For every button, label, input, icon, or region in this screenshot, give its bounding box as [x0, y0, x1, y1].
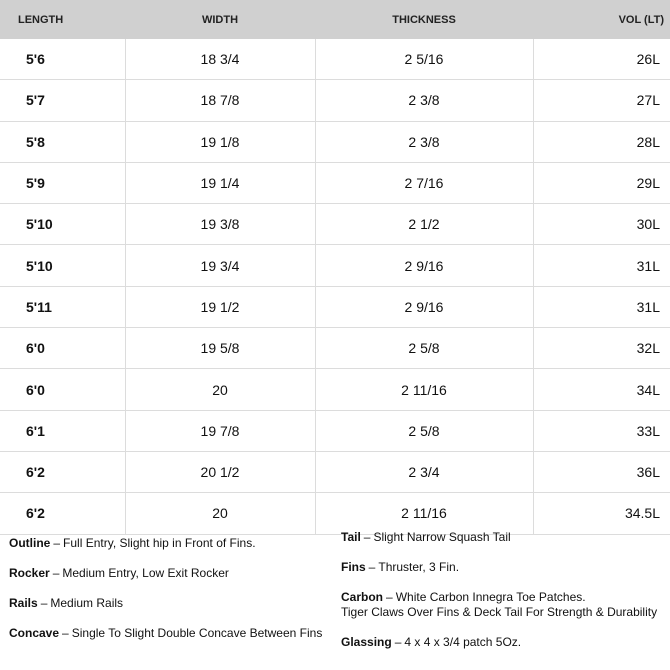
cell-thickness: 2 9/16 [315, 245, 533, 286]
spec-key: Fins [341, 560, 366, 574]
cell-volume: 31L [533, 286, 670, 327]
header-volume: VOL (LT) [533, 0, 670, 39]
cell-width: 20 1/2 [125, 451, 315, 492]
cell-length: 6'2 [0, 451, 125, 492]
table-row [0, 451, 670, 492]
cell-volume: 34L [533, 369, 670, 410]
spec-value-line2: Tiger Claws Over Fins & Deck Tail For Strength & Durability [341, 605, 658, 619]
cell-width: 19 1/2 [125, 286, 315, 327]
header-length: LENGTH [0, 0, 125, 39]
cell-width: 19 5/8 [125, 328, 315, 369]
cell-volume: 32L [533, 328, 670, 369]
spec-value: Medium Rails [50, 596, 124, 610]
cell-length: 5'10 [0, 204, 125, 245]
cell-volume: 30L [533, 204, 670, 245]
cell-thickness: 2 11/16 [315, 493, 533, 534]
spec-tail: Tail – Slight Narrow Squash Tail [341, 530, 511, 544]
spec-glassing: Glassing – 4 x 4 x 3/4 patch 5Oz. [341, 635, 522, 649]
cell-length: 5'11 [0, 286, 125, 327]
header-width: WIDTH [125, 0, 315, 39]
cell-length: 6'1 [0, 410, 125, 451]
cell-thickness: 2 7/16 [315, 162, 533, 203]
cell-thickness: 2 5/8 [315, 410, 533, 451]
cell-volume: 34.5L [533, 493, 670, 534]
table-row [0, 328, 670, 369]
spec-fins: Fins – Thruster, 3 Fin. [341, 560, 460, 574]
table-row [0, 369, 670, 410]
specs-right-column [341, 530, 670, 665]
spec-value: White Carbon Innegra Toe Patches. [395, 590, 586, 604]
cell-thickness: 2 1/2 [315, 204, 533, 245]
spec-value: Single To Slight Double Concave Between Fins [71, 626, 323, 640]
header-thickness: THICKNESS [315, 0, 533, 39]
cell-thickness: 2 3/8 [315, 80, 533, 121]
spec-rocker: Rocker – Medium Entry, Low Exit Rocker [9, 566, 229, 580]
cell-volume: 28L [533, 121, 670, 162]
cell-volume: 33L [533, 410, 670, 451]
table-row [0, 121, 670, 162]
spec-rails: Rails – Medium Rails [9, 596, 124, 610]
table-row [0, 39, 670, 80]
cell-thickness: 2 9/16 [315, 286, 533, 327]
cell-length: 5'9 [0, 162, 125, 203]
cell-length: 5'7 [0, 80, 125, 121]
cell-thickness: 2 5/8 [315, 328, 533, 369]
spec-key: Outline [9, 536, 51, 550]
spec-value: Full Entry, Slight hip in Front of Fins. [63, 536, 256, 550]
cell-width: 19 3/4 [125, 245, 315, 286]
cell-length: 5'10 [0, 245, 125, 286]
table-row [0, 245, 670, 286]
spec-key: Glassing [341, 635, 392, 649]
cell-volume: 36L [533, 451, 670, 492]
table-row [0, 80, 670, 121]
spec-value: Medium Entry, Low Exit Rocker [62, 566, 229, 580]
cell-length: 6'2 [0, 493, 125, 534]
cell-width: 19 1/4 [125, 162, 315, 203]
spec-key: Rails [9, 596, 38, 610]
cell-volume: 29L [533, 162, 670, 203]
cell-thickness: 2 11/16 [315, 369, 533, 410]
cell-width: 18 7/8 [125, 80, 315, 121]
spec-key: Tail [341, 530, 361, 544]
cell-length: 6'0 [0, 369, 125, 410]
cell-width: 19 7/8 [125, 410, 315, 451]
table-header-row [0, 0, 670, 39]
specs-left-column [9, 536, 339, 656]
cell-width: 20 [125, 369, 315, 410]
spec-carbon: Carbon – White Carbon Innegra Toe Patches. Tiger Claws Over Fins & Deck Tail For Strength & Durability [341, 590, 658, 619]
cell-length: 6'0 [0, 328, 125, 369]
table-row [0, 162, 670, 203]
cell-length: 5'8 [0, 121, 125, 162]
spec-key: Rocker [9, 566, 50, 580]
spec-value: 4 x 4 x 3/4 patch 5Oz. [404, 635, 522, 649]
cell-thickness: 2 3/8 [315, 121, 533, 162]
cell-thickness: 2 5/16 [315, 39, 533, 80]
table-row [0, 204, 670, 245]
cell-width: 19 1/8 [125, 121, 315, 162]
cell-volume: 26L [533, 39, 670, 80]
cell-volume: 31L [533, 245, 670, 286]
spec-value: Thruster, 3 Fin. [378, 560, 460, 574]
spec-key: Concave [9, 626, 60, 640]
table-row [0, 286, 670, 327]
cell-width: 18 3/4 [125, 39, 315, 80]
spec-value: Slight Narrow Squash Tail [373, 530, 511, 544]
table-row [0, 410, 670, 451]
cell-volume: 27L [533, 80, 670, 121]
cell-width: 19 3/8 [125, 204, 315, 245]
table-row [0, 493, 670, 534]
cell-length: 5'6 [0, 39, 125, 80]
cell-thickness: 2 3/4 [315, 451, 533, 492]
spec-concave: Concave – Single To Slight Double Concave Between Fins [9, 626, 323, 640]
cell-width: 20 [125, 493, 315, 534]
spec-key: Carbon [341, 590, 383, 604]
spec-outline: Outline – Full Entry, Slight hip in Front of Fins. [9, 536, 256, 550]
